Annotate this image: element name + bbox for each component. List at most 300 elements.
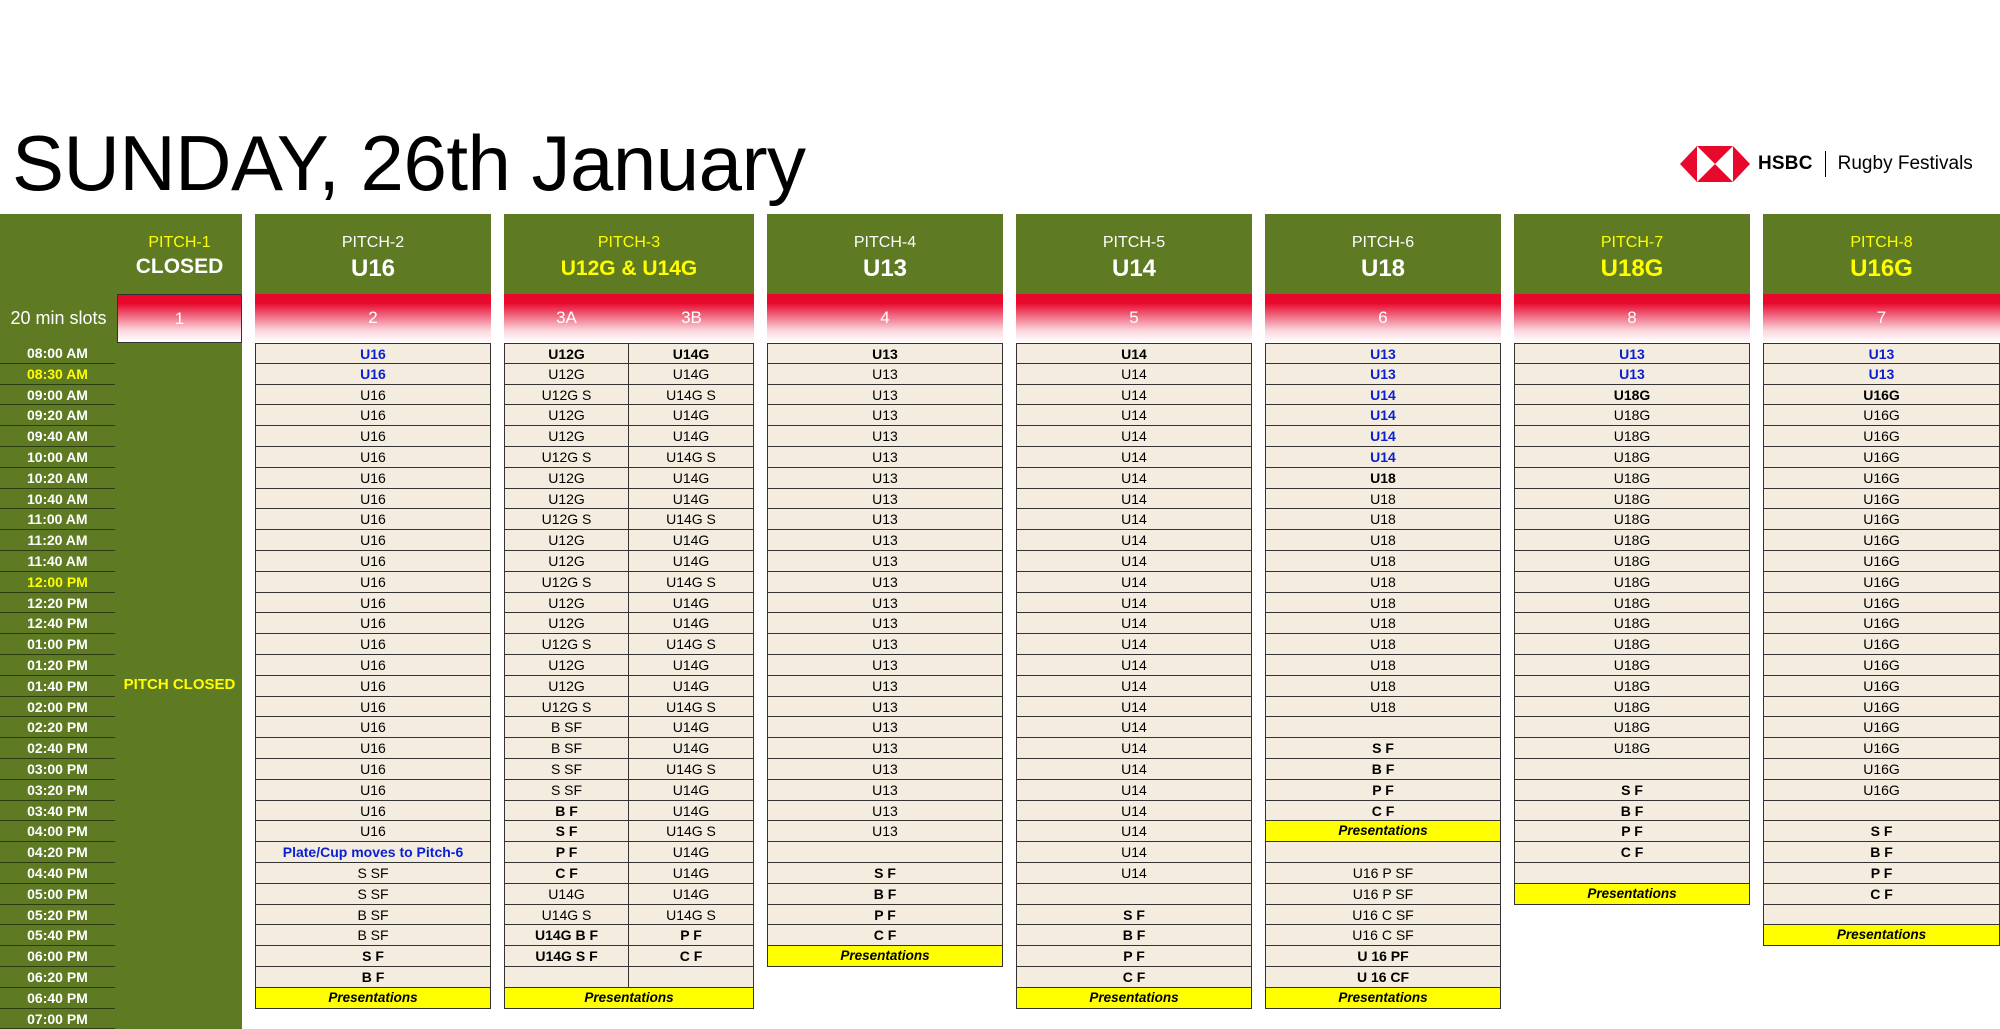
schedule-cell: U16G: [1763, 759, 2000, 780]
schedule-cell: U18: [1265, 634, 1501, 655]
schedule-cell: U13: [767, 717, 1003, 738]
pitch-header-6: [1265, 214, 1501, 294]
schedule-cell: U18G: [1514, 634, 1750, 655]
schedule-cell: U14: [1016, 738, 1252, 759]
schedule-cell: U16: [255, 738, 491, 759]
schedule-cell: U12G S: [504, 634, 629, 655]
schedule-cell: U16G: [1763, 385, 2000, 406]
schedule-cell: P F: [1265, 780, 1501, 801]
schedule-cell: U14: [1016, 863, 1252, 884]
schedule-cell: U16G: [1763, 655, 2000, 676]
schedule-cell: U14: [1016, 551, 1252, 572]
schedule-cell: U13: [767, 697, 1003, 718]
pitch-name: PITCH-4: [853, 234, 917, 251]
schedule-cell: U14: [1016, 821, 1252, 842]
schedule-cell: U14: [1016, 509, 1252, 530]
pitch-age-group: U16: [350, 255, 396, 282]
schedule-cell: U13: [767, 572, 1003, 593]
schedule-cell: U14: [1016, 468, 1252, 489]
pitch-number: 3A: [556, 308, 577, 327]
schedule-cell: U14: [1265, 447, 1501, 468]
schedule-cell: U14G: [628, 530, 754, 551]
schedule-cell: U14G: [628, 364, 754, 385]
schedule-cell: U16 C SF: [1265, 925, 1501, 946]
schedule-cell: U16G: [1763, 613, 2000, 634]
schedule-cell: B SF: [255, 925, 491, 946]
schedule-cell: U14G: [628, 676, 754, 697]
schedule-cell: U18G: [1514, 509, 1750, 530]
schedule-cell: U16 C SF: [1265, 905, 1501, 926]
time-cell: 06:20 PM: [0, 967, 115, 988]
schedule-cell: U16G: [1763, 780, 2000, 801]
schedule-cell: U18G: [1514, 468, 1750, 489]
schedule-cell: U18: [1265, 676, 1501, 697]
schedule-cell: [767, 842, 1003, 863]
schedule-cell: P F: [1763, 863, 2000, 884]
schedule-cell: B F: [1016, 925, 1252, 946]
schedule-cell: U14: [1016, 801, 1252, 822]
schedule-cell: U14G S F: [504, 946, 629, 967]
schedule-cell: U13: [767, 530, 1003, 551]
schedule-cell: U18: [1265, 655, 1501, 676]
time-cell: 01:20 PM: [0, 655, 115, 676]
schedule-cell: U14: [1265, 426, 1501, 447]
schedule-cell: C F: [1514, 842, 1750, 863]
time-cell: 03:00 PM: [0, 759, 115, 780]
schedule-cell: U14: [1016, 655, 1252, 676]
schedule-cell: U 16 PF: [1265, 946, 1501, 967]
schedule-cell: U18: [1265, 697, 1501, 718]
schedule-cell: C F: [504, 863, 629, 884]
schedule-cell: U14G: [628, 551, 754, 572]
presentations-cell: Presentations: [1763, 925, 2000, 946]
schedule-cell: S F: [255, 946, 491, 967]
schedule-cell: U16G: [1763, 447, 2000, 468]
schedule-cell: U13: [767, 509, 1003, 530]
schedule-cell: U18: [1265, 551, 1501, 572]
time-cell: 07:00 PM: [0, 1009, 115, 1029]
schedule-cell: U14: [1016, 385, 1252, 406]
schedule-cell: U14G S: [628, 447, 754, 468]
schedule-cell: B F: [767, 884, 1003, 905]
schedule-cell: [1265, 717, 1501, 738]
pitch-number-band: [1514, 294, 1750, 343]
schedule-cell: U14G S: [628, 572, 754, 593]
schedule-cell: U13: [1763, 343, 2000, 364]
time-cell: 10:00 AM: [0, 447, 115, 468]
pitch-number: 8: [1627, 308, 1637, 327]
schedule-cell: U16: [255, 759, 491, 780]
schedule-cell: U18G: [1514, 697, 1750, 718]
schedule-cell: U14G S: [628, 821, 754, 842]
schedule-cell: B SF: [504, 717, 629, 738]
pitch-header-1: [117, 214, 242, 294]
schedule-cell: U16G: [1763, 697, 2000, 718]
schedule-cell: U 16 CF: [1265, 967, 1501, 988]
schedule-cell: U14: [1016, 780, 1252, 801]
schedule-cell: U13: [767, 759, 1003, 780]
schedule-cell: C F: [628, 946, 754, 967]
schedule-cell: U18G: [1514, 593, 1750, 614]
schedule-cell: S F: [504, 821, 629, 842]
schedule-cell: B SF: [504, 738, 629, 759]
schedule-cell: U13: [767, 489, 1003, 510]
schedule-cell: Plate/Cup moves to Pitch-6: [255, 842, 491, 863]
schedule-cell: U12G: [504, 593, 629, 614]
time-column: [0, 214, 117, 1029]
schedule-cell: U14G S: [504, 905, 629, 926]
time-cell: 04:00 PM: [0, 821, 115, 842]
schedule-cell: U14G: [628, 842, 754, 863]
time-cell: 06:40 PM: [0, 988, 115, 1009]
schedule-cell: U14: [1016, 426, 1252, 447]
schedule-cell: U14: [1016, 593, 1252, 614]
time-cell: 08:00 AM: [0, 343, 115, 364]
schedule-cell: U13: [1763, 364, 2000, 385]
schedule-cell: U14G: [628, 655, 754, 676]
pitch-number-band: [504, 294, 754, 343]
time-cell: 03:40 PM: [0, 801, 115, 822]
schedule-cell: U16: [255, 551, 491, 572]
schedule-cell: P F: [628, 925, 754, 946]
schedule-cell: U12G: [504, 364, 629, 385]
time-cell: 10:20 AM: [0, 468, 115, 489]
time-cell: 02:20 PM: [0, 717, 115, 738]
schedule-cell: U16: [255, 717, 491, 738]
schedule-cell: U18: [1265, 572, 1501, 593]
schedule-cell: U16G: [1763, 489, 2000, 510]
schedule-cell: U14: [1265, 385, 1501, 406]
schedule-cell: U14G: [628, 738, 754, 759]
time-cell: 01:40 PM: [0, 676, 115, 697]
schedule-cell: U16: [255, 634, 491, 655]
time-cell: 05:40 PM: [0, 925, 115, 946]
schedule-cell: U18G: [1514, 426, 1750, 447]
schedule-cell: U14G: [628, 613, 754, 634]
schedule-cell: P F: [767, 905, 1003, 926]
time-cell: 05:00 PM: [0, 884, 115, 905]
schedule-cell: U13: [767, 364, 1003, 385]
schedule-cell: U13: [767, 801, 1003, 822]
time-cell: 11:40 AM: [0, 551, 115, 572]
pitch-number: 1: [174, 309, 185, 328]
schedule-cell: U16G: [1763, 717, 2000, 738]
schedule-cell: U14: [1016, 489, 1252, 510]
schedule-cell: U18G: [1514, 655, 1750, 676]
schedule-cell: U13: [767, 613, 1003, 634]
schedule-cell: U14G: [628, 780, 754, 801]
schedule-cell: S F: [1514, 780, 1750, 801]
schedule-cell: U18G: [1514, 738, 1750, 759]
schedule-cell: S SF: [504, 759, 629, 780]
pitch-age-group: U13: [862, 255, 908, 282]
schedule-cell: U13: [1265, 364, 1501, 385]
pitch-name: PITCH-3: [597, 234, 661, 251]
schedule-cell: U18G: [1514, 489, 1750, 510]
presentations-cell: Presentations: [255, 988, 491, 1009]
schedule-cell: U12G: [504, 489, 629, 510]
pitch-number-band: [1265, 294, 1501, 343]
schedule-cell: U16: [255, 780, 491, 801]
schedule-cell: U12G: [504, 613, 629, 634]
schedule-cell: U18G: [1514, 551, 1750, 572]
pitch-header-4: [767, 214, 1003, 294]
pitch-number: 2: [368, 308, 378, 327]
schedule-cell: U12G: [504, 468, 629, 489]
schedule-cell: U13: [1514, 343, 1750, 364]
time-cell: 09:00 AM: [0, 385, 115, 406]
schedule-cell: U13: [767, 634, 1003, 655]
schedule-cell: U13: [767, 738, 1003, 759]
logo-text: Rugby Festivals: [1837, 153, 1973, 174]
schedule-cell: B F: [504, 801, 629, 822]
schedule-cell: U13: [767, 426, 1003, 447]
schedule-cell: U12G: [504, 655, 629, 676]
pitch-age-group: U12G & U14G: [560, 257, 698, 280]
schedule-cell: U13: [767, 676, 1003, 697]
schedule-cell: U13: [767, 551, 1003, 572]
pitch-number-band: [117, 294, 242, 343]
schedule-cell: S F: [1016, 905, 1252, 926]
schedule-cell: U12G S: [504, 447, 629, 468]
schedule-cell: U16G: [1763, 738, 2000, 759]
time-cell: 05:20 PM: [0, 905, 115, 926]
schedule-cell: U16G: [1763, 426, 2000, 447]
schedule-cell: [628, 967, 754, 988]
schedule-cell: U16: [255, 655, 491, 676]
schedule-cell: U14G: [628, 405, 754, 426]
pitch-number-band: [1016, 294, 1252, 343]
schedule-cell: U16G: [1763, 509, 2000, 530]
schedule-cell: U16: [255, 405, 491, 426]
pitch-number-band: [1763, 294, 2000, 343]
schedule-cell: U13: [1265, 343, 1501, 364]
presentations-cell: Presentations: [1514, 884, 1750, 905]
schedule-cell: U14G: [628, 593, 754, 614]
pitch-header-7: [1514, 214, 1750, 294]
schedule-cell: U16: [255, 364, 491, 385]
schedule-cell: U14G: [628, 863, 754, 884]
schedule-cell: U14: [1265, 405, 1501, 426]
schedule-cell: S F: [1265, 738, 1501, 759]
schedule-cell: U14G: [628, 717, 754, 738]
schedule-cell: U18: [1265, 593, 1501, 614]
schedule-cell: [1514, 863, 1750, 884]
pitch-name: PITCH-8: [1850, 234, 1913, 251]
pitch-header-8: [1763, 214, 2000, 294]
schedule-cell: U16: [255, 468, 491, 489]
time-cell: 04:40 PM: [0, 863, 115, 884]
pitch-header-2: [255, 214, 491, 294]
time-cell: 06:00 PM: [0, 946, 115, 967]
schedule-cell: U12G S: [504, 509, 629, 530]
schedule-cell: U16: [255, 821, 491, 842]
schedule-cell: B F: [1265, 759, 1501, 780]
schedule-cell: U16: [255, 697, 491, 718]
pitch-number: 6: [1378, 308, 1388, 327]
time-cell: 12:20 PM: [0, 593, 115, 614]
time-cell: 01:00 PM: [0, 634, 115, 655]
schedule-cell: U16G: [1763, 530, 2000, 551]
schedule-cell: U13: [767, 655, 1003, 676]
schedule-cell: U14: [1016, 613, 1252, 634]
schedule-cell: U14G S: [628, 905, 754, 926]
presentations-cell: Presentations: [1016, 988, 1252, 1009]
schedule-cell: U13: [767, 468, 1003, 489]
schedule-cell: U14: [1016, 364, 1252, 385]
schedule-cell: B F: [1514, 801, 1750, 822]
schedule-cell: U16G: [1763, 468, 2000, 489]
schedule-cell: U14G: [628, 343, 754, 364]
logo-brand: HSBC: [1758, 153, 1813, 174]
schedule-cell: U18: [1265, 613, 1501, 634]
schedule-cell: U16: [255, 530, 491, 551]
schedule-cell: U14G S: [628, 634, 754, 655]
schedule-cell: [1016, 884, 1252, 905]
schedule-cell: U14G S: [628, 509, 754, 530]
schedule-cell: U18G: [1514, 572, 1750, 593]
schedule-cell: U12G: [504, 343, 629, 364]
time-cell: 11:00 AM: [0, 509, 115, 530]
schedule-cell: U13: [767, 780, 1003, 801]
pitch-header-3: [504, 214, 754, 294]
pitch-name: PITCH-2: [341, 234, 405, 251]
presentations-cell: Presentations: [504, 988, 754, 1009]
schedule-cell: U16 P SF: [1265, 884, 1501, 905]
schedule-cell: U14G S: [628, 385, 754, 406]
schedule-cell: U16: [255, 343, 491, 364]
schedule-cell: U14G B F: [504, 925, 629, 946]
schedule-cell: B F: [1763, 842, 2000, 863]
schedule-cell: U14G: [504, 884, 629, 905]
pitch-age-group: U14: [1111, 255, 1157, 282]
schedule-cell: S F: [1763, 821, 2000, 842]
schedule-cell: U18: [1265, 468, 1501, 489]
schedule-cell: [504, 967, 629, 988]
schedule-cell: S F: [767, 863, 1003, 884]
schedule-cell: U12G S: [504, 385, 629, 406]
pitch-number-band: [767, 294, 1003, 343]
schedule-cell: U14G S: [628, 697, 754, 718]
schedule-cell: U16: [255, 385, 491, 406]
schedule-cell: U18G: [1514, 676, 1750, 697]
schedule-cell: U13: [767, 593, 1003, 614]
schedule-cell: [1514, 759, 1750, 780]
schedule-cell: U16: [255, 676, 491, 697]
schedule-cell: [1763, 905, 2000, 926]
schedule-cell: U16G: [1763, 572, 2000, 593]
schedule-cell: S SF: [255, 884, 491, 905]
time-cell: 03:20 PM: [0, 780, 115, 801]
time-cell: 08:30 AM: [0, 364, 115, 385]
time-cell: 09:40 AM: [0, 426, 115, 447]
schedule-cell: U14G: [628, 426, 754, 447]
pitch-number: 4: [880, 308, 890, 327]
page-title: SUNDAY, 26th January: [12, 119, 806, 207]
schedule-cell: U16: [255, 801, 491, 822]
schedule-cell: U18: [1265, 530, 1501, 551]
schedule-cell: U12G: [504, 405, 629, 426]
schedule-cell: S SF: [255, 863, 491, 884]
pitch-number-band: [255, 294, 491, 343]
schedule-cell: U18G: [1514, 613, 1750, 634]
schedule-cell: U16: [255, 426, 491, 447]
time-cell: 02:40 PM: [0, 738, 115, 759]
schedule-cell: P F: [504, 842, 629, 863]
slot-length-label: 20 min slots: [10, 308, 107, 328]
schedule-cell: B SF: [255, 905, 491, 926]
schedule-cell: U14G: [628, 468, 754, 489]
pitch-age-group: U18G: [1600, 255, 1664, 282]
schedule-cell: U16G: [1763, 634, 2000, 655]
schedule-cell: U16: [255, 509, 491, 530]
time-cell: 12:00 PM: [0, 572, 115, 593]
schedule-cell: S SF: [504, 780, 629, 801]
schedule-cell: C F: [767, 925, 1003, 946]
schedule-cell: P F: [1514, 821, 1750, 842]
schedule-cell: U18G: [1514, 405, 1750, 426]
schedule-cell: U13: [767, 343, 1003, 364]
schedule-cell: U12G S: [504, 572, 629, 593]
schedule-cell: U14G: [628, 884, 754, 905]
schedule-cell: U12G S: [504, 697, 629, 718]
schedule-cell: U18: [1265, 489, 1501, 510]
schedule-cell: [1763, 801, 2000, 822]
pitch-closed-label: PITCH CLOSED: [123, 676, 236, 693]
time-cell: 02:00 PM: [0, 697, 115, 718]
schedule-cell: U14G: [628, 801, 754, 822]
schedule-cell: U18G: [1514, 717, 1750, 738]
schedule-cell: U12G: [504, 530, 629, 551]
presentations-cell: Presentations: [767, 946, 1003, 967]
presentations-cell: Presentations: [1265, 821, 1501, 842]
pitch-age-group: U18: [1360, 255, 1406, 282]
schedule-cell: C F: [1016, 967, 1252, 988]
schedule-cell: U14G S: [628, 759, 754, 780]
schedule-cell: U14G: [628, 489, 754, 510]
time-cell: 11:20 AM: [0, 530, 115, 551]
schedule-cell: U14: [1016, 697, 1252, 718]
schedule-cell: U14: [1016, 676, 1252, 697]
pitch-number: 3B: [681, 308, 702, 327]
schedule-cell: U18G: [1514, 447, 1750, 468]
schedule-cell: U16G: [1763, 676, 2000, 697]
schedule-cell: U14: [1016, 759, 1252, 780]
time-cell: 10:40 AM: [0, 489, 115, 510]
schedule-cell: U14: [1016, 530, 1252, 551]
schedule-cell: B F: [255, 967, 491, 988]
pitch-number: 5: [1129, 308, 1139, 327]
schedule-cell: U16: [255, 572, 491, 593]
schedule-cell: U16: [255, 489, 491, 510]
schedule-cell: [1265, 842, 1501, 863]
schedule-cell: U16: [255, 447, 491, 468]
schedule-cell: U18: [1265, 509, 1501, 530]
schedule-cell: U14: [1016, 572, 1252, 593]
schedule-cell: U14: [1016, 343, 1252, 364]
schedule-cell: U16G: [1763, 551, 2000, 572]
schedule-cell: U13: [1514, 364, 1750, 385]
time-cell: 09:20 AM: [0, 405, 115, 426]
schedule-cell: U13: [767, 447, 1003, 468]
schedule-cell: U14: [1016, 717, 1252, 738]
pitch-number: 7: [1876, 308, 1887, 327]
schedule-cell: U14: [1016, 634, 1252, 655]
pitch-header-5: [1016, 214, 1252, 294]
schedule-cell: U14: [1016, 405, 1252, 426]
schedule-cell: P F: [1016, 946, 1252, 967]
schedule-cell: U16 P SF: [1265, 863, 1501, 884]
